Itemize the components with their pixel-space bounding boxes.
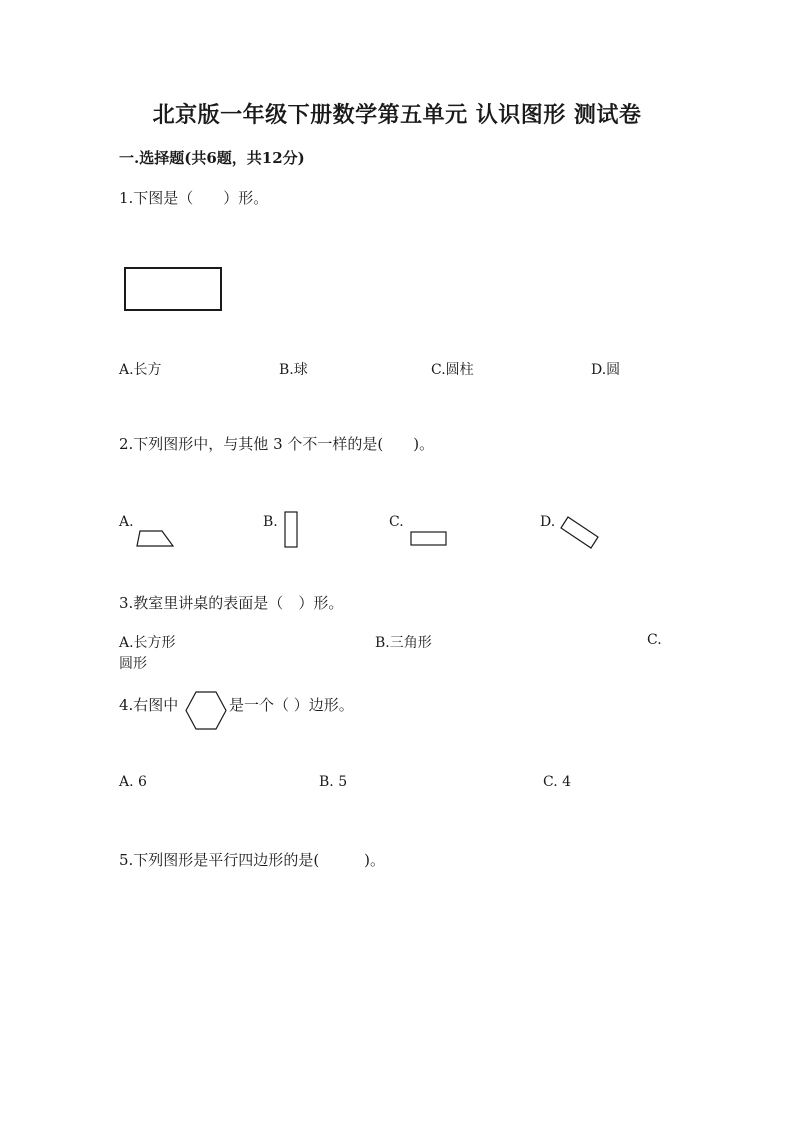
- section-heading: 一.选择题(共6题，共12分): [119, 149, 305, 167]
- question-1-option-b: B.球: [279, 362, 308, 378]
- question-2-option-c: C.: [389, 514, 404, 530]
- question-5-stem: 5.下列图形是平行四边形的是( )。: [119, 851, 386, 869]
- question-3-option-a: A.长方形: [119, 635, 176, 651]
- question-1-rectangle-figure: [124, 267, 222, 311]
- question-1-option-c: C.圆柱: [431, 362, 474, 378]
- question-3-option-b: B.三角形: [375, 635, 432, 651]
- question-3-option-c: C.: [647, 632, 662, 648]
- question-1-option-a: A.长方: [119, 362, 162, 378]
- question-4-hexagon-figure: [185, 690, 229, 732]
- question-4-option-b: B. 5: [319, 774, 348, 790]
- question-4-stem-start: 4.右图中: [119, 696, 179, 714]
- question-1-option-d: D.圆: [591, 362, 621, 378]
- question-3-stem: 3.教室里讲桌的表面是（ ）形。: [119, 594, 344, 612]
- question-1-stem: 1.下图是（ ）形。: [119, 189, 269, 207]
- question-2-stem: 2.下列图形中，与其他 3 个不一样的是( )。: [119, 435, 435, 453]
- question-2-tall-rectangle-figure: [284, 511, 298, 549]
- question-2-trapezoid-figure: [136, 530, 176, 548]
- question-4-option-a: A. 6: [119, 774, 147, 790]
- question-3-option-c-text: 圆形: [119, 656, 147, 672]
- question-4-stem-end: 是一个（ ）边形。: [229, 696, 354, 714]
- question-2-option-d: D.: [540, 514, 556, 530]
- page-title: 北京版一年级下册数学第五单元 认识图形 测试卷: [152, 102, 642, 128]
- question-2-option-b: B.: [263, 514, 278, 530]
- question-4-option-c: C. 4: [543, 774, 572, 790]
- question-2-option-a: A.: [119, 514, 134, 530]
- question-2-wide-rectangle-figure: [410, 531, 448, 547]
- question-2-tilted-rectangle-figure: [558, 515, 602, 553]
